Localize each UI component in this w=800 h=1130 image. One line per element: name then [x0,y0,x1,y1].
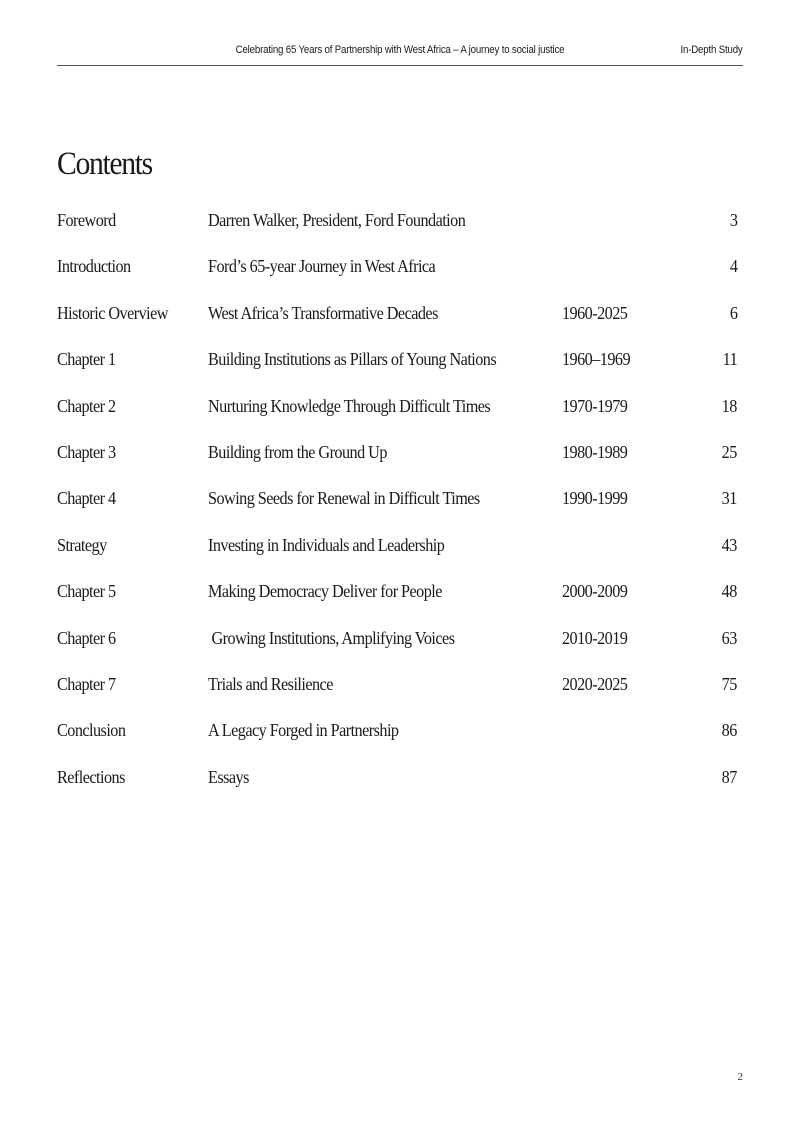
toc-entry-title: Sowing Seeds for Renewal in Difficult Times [208,488,480,509]
toc-entry-years: 2020-2025 [562,673,628,694]
toc-section-label: Foreword [57,210,116,230]
toc-row-chapter-6[interactable] [57,624,743,670]
toc-row-conclusion[interactable] [57,716,743,762]
toc-page-number: 25 [721,441,737,462]
toc-page-number: 3 [729,210,737,230]
toc-entry-years: 2000-2009 [562,581,628,602]
toc-entry-title: Building from the Ground Up [208,441,387,462]
toc-page-number: 63 [721,627,737,648]
toc-entry-years: 1980-1989 [562,441,628,462]
toc-page-number: 75 [721,673,737,694]
toc-section-label: Introduction [57,256,131,277]
toc-entry-years: 2010-2019 [562,627,628,648]
toc-page-number: 87 [721,766,737,787]
toc-page-number: 18 [721,395,737,416]
toc-entry-years: 1960–1969 [562,349,631,370]
toc-entry-title: A Legacy Forged in Partnership [208,720,399,741]
toc-section-label: Chapter 4 [57,488,116,509]
toc-section-label: Chapter 1 [57,349,116,370]
toc-entry-title: Essays [208,766,249,787]
toc-entry-title: Growing Institutions, Amplifying Voices [208,627,455,648]
toc-row-historic-overview[interactable] [57,299,743,345]
toc-page-number: 31 [721,488,737,509]
toc-entry-title: Trials and Resilience [208,673,333,694]
toc-row-chapter-2[interactable] [57,392,743,438]
toc-entry-title: Ford’s 65-year Journey in West Africa [208,256,436,277]
toc-page-number: 86 [721,720,737,741]
toc-section-label: Chapter 6 [57,627,116,648]
toc-entry-title: West Africa’s Transformative Decades [208,302,438,323]
toc-page-number: 48 [721,581,737,602]
toc-entry-years: 1970-1979 [562,395,628,416]
toc-section-label: Chapter 7 [57,673,116,694]
toc-row-chapter-7[interactable] [57,670,743,716]
section-label: In-Depth Study [680,44,743,56]
toc-page-number: 11 [722,349,737,370]
toc-entry-title: Investing in Individuals and Leadership [208,534,445,555]
running-title: Celebrating 65 Years of Partnership with West Africa – A journey to social justice [235,44,565,56]
toc-entry-title: Nurturing Knowledge Through Difficult Times [208,395,491,416]
toc-entry-title: Making Democracy Deliver for People [208,581,442,602]
toc-row-strategy[interactable] [57,531,743,577]
table-of-contents [57,206,743,809]
toc-row-chapter-1[interactable] [57,345,743,391]
toc-section-label: Historic Overview [57,302,168,323]
toc-section-label: Chapter 2 [57,395,116,416]
toc-row-chapter-4[interactable] [57,484,743,530]
toc-section-label: Chapter 3 [57,441,116,462]
toc-row-introduction[interactable] [57,252,743,298]
toc-row-chapter-3[interactable] [57,438,743,484]
running-header [57,40,743,66]
page-number: 2 [737,1071,743,1083]
toc-entry-title: Building Institutions as Pillars of Young Nations [208,349,497,370]
toc-page-number: 6 [729,302,737,323]
toc-page-number: 43 [721,534,737,555]
contents-heading: Contents [57,146,152,182]
toc-entry-years: 1990-1999 [562,488,628,509]
toc-row-chapter-5[interactable] [57,577,743,623]
toc-entry-title: Darren Walker, President, Ford Foundation [208,210,466,230]
toc-entry-years: 1960-2025 [562,302,628,323]
toc-section-label: Reflections [57,766,125,787]
toc-section-label: Chapter 5 [57,581,116,602]
toc-row-reflections[interactable] [57,763,743,809]
toc-page-number: 4 [729,256,737,277]
toc-section-label: Strategy [57,534,107,555]
toc-row-foreword[interactable] [57,206,743,252]
toc-section-label: Conclusion [57,720,126,741]
